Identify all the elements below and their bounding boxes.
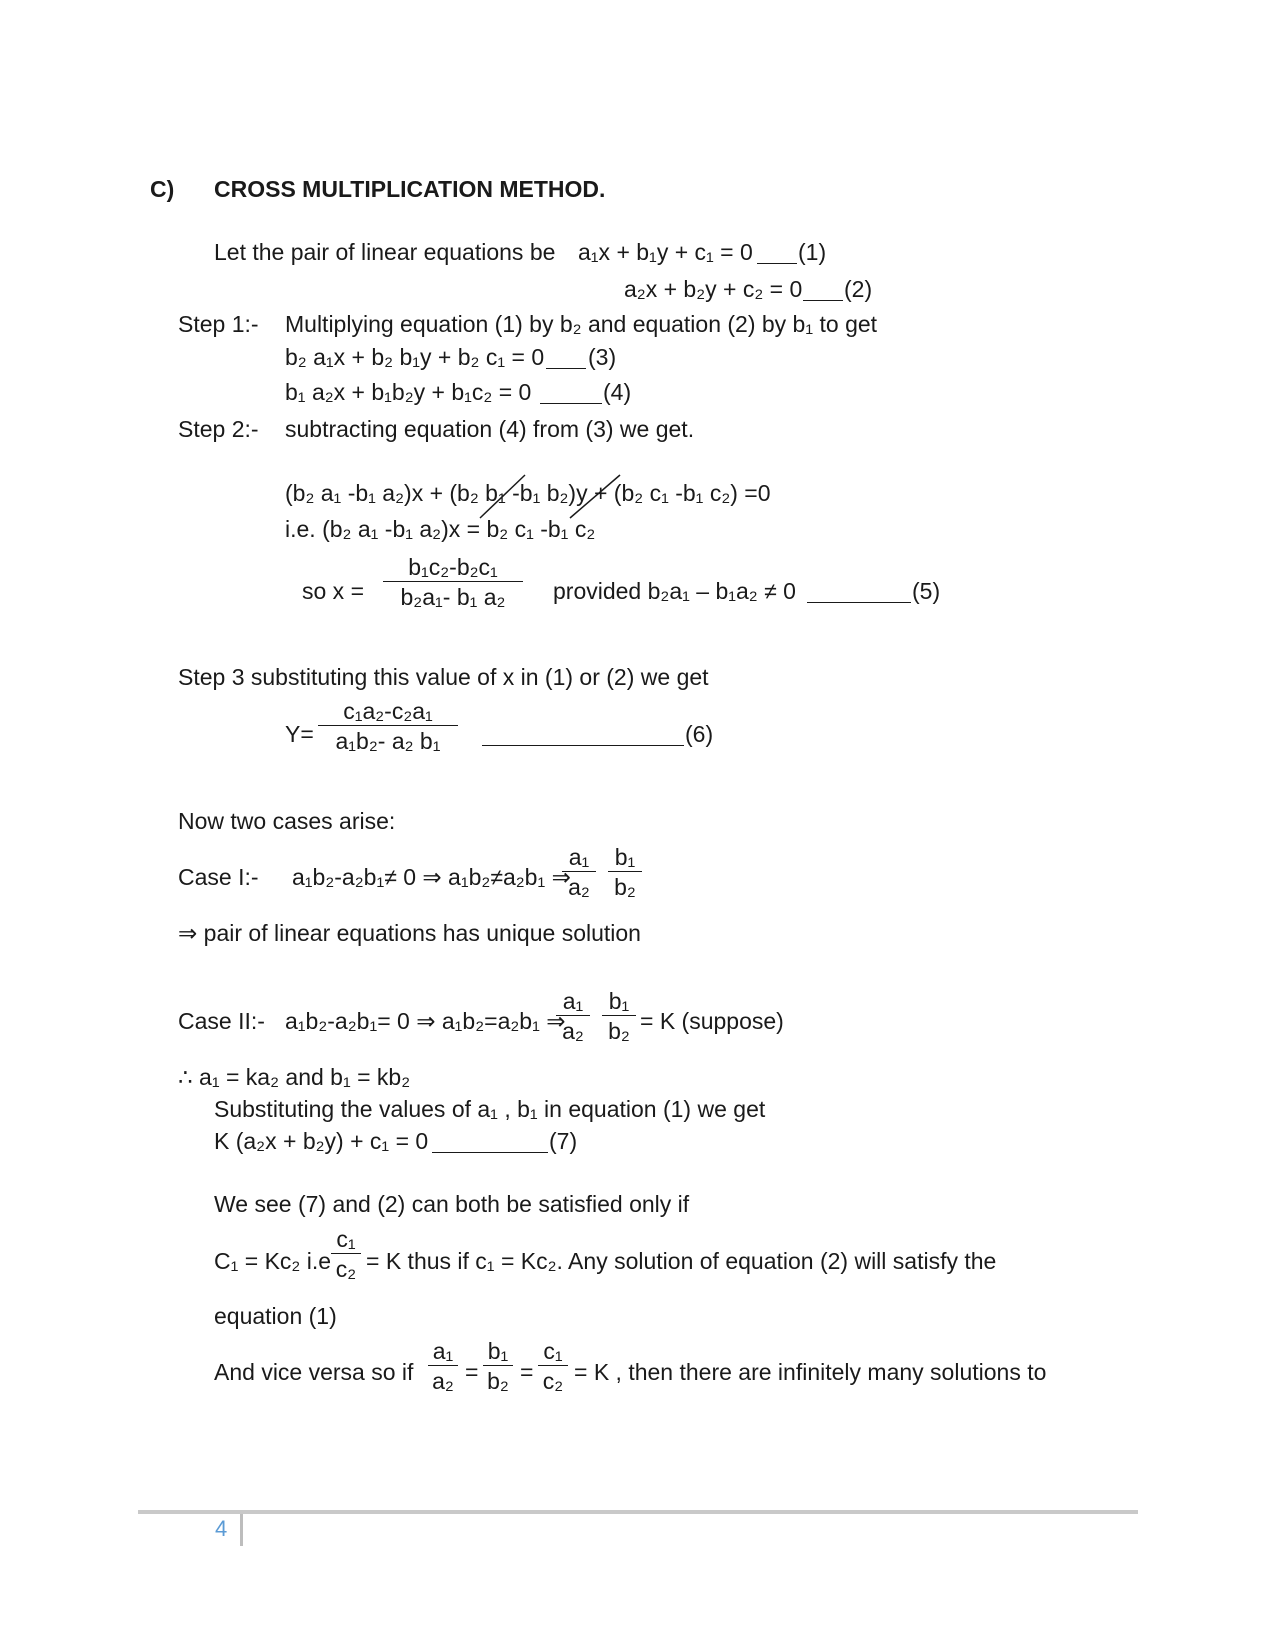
step1-label: Step 1:- xyxy=(178,311,259,337)
so-x-label: so x = xyxy=(302,578,365,604)
fraction-numerator: a₁ xyxy=(562,988,584,1014)
fraction-denominator: c₂ xyxy=(331,1253,361,1281)
case2-condition: a₁b₂-a₂b₁= 0 ⇒ a₁b₂=a₂b₁ ⇒ xyxy=(285,1008,566,1034)
x-denominator: b₂a₁- b₁ a₂ xyxy=(383,581,523,609)
blank-line xyxy=(803,278,843,301)
provided-condition: provided b₂a₁ – b₁a₂ ≠ 0 xyxy=(553,578,796,604)
vice-versa-prefix: And vice versa so if xyxy=(214,1359,414,1385)
equation-1-tag: (1) xyxy=(798,239,827,265)
y-fraction xyxy=(318,700,458,753)
case1-label: Case I:- xyxy=(178,864,259,890)
section-title: CROSS MULTIPLICATION METHOD. xyxy=(214,176,606,202)
vice-fraction-b xyxy=(483,1340,513,1393)
fraction-numerator: b₁ xyxy=(614,844,636,870)
x-numerator: b₁c₂-b₂c₁ xyxy=(408,554,498,580)
therefore-line: ∴ a₁ = ka₂ and b₁ = kb₂ xyxy=(178,1064,411,1090)
page-number-divider xyxy=(240,1514,243,1546)
page-number: 4 xyxy=(215,1516,228,1541)
blank-line xyxy=(546,346,586,369)
case1-fraction-a xyxy=(562,846,596,899)
fraction-numerator: b₁ xyxy=(608,988,630,1014)
substitution-text: Substituting the values of a₁ , b₁ in equation (1) we get xyxy=(214,1096,766,1122)
equation-3: b₂ a₁x + b₂ b₁y + b₂ c₁ = 0 xyxy=(285,344,545,370)
c-ratio-fraction xyxy=(331,1228,361,1281)
step3-text: Step 3 substituting this value of x in (1) or (2) we get xyxy=(178,664,709,690)
c1-condition-prefix: C₁ = Kc₂ i.e xyxy=(214,1248,332,1274)
equation-5-tag: (5) xyxy=(912,578,941,604)
step2-text: subtracting equation (4) from (3) we get. xyxy=(285,416,695,442)
y-denominator: a₁b₂- a₂ b₁ xyxy=(318,725,458,753)
equation-3-tag: (3) xyxy=(588,344,617,370)
subtraction-line: (b₂ a₁ -b₁ a₂)x + (b₂ b₁ -b₁ b₂)y + (b₂ c₁ -b₁ c₂) =0 xyxy=(285,480,771,506)
equation-1: a₁x + b₁y + c₁ = 0 xyxy=(578,239,753,265)
case1-fraction-b xyxy=(608,846,642,899)
equals-sign: = xyxy=(465,1359,479,1385)
y-label: Y= xyxy=(285,721,314,747)
case1-condition: a₁b₂-a₂b₁≠ 0 ⇒ a₁b₂≠a₂b₁ ⇒ xyxy=(292,864,571,890)
equation-7-tag: (7) xyxy=(549,1128,578,1154)
fraction-numerator: c₁ xyxy=(543,1338,563,1364)
fraction-denominator: b₂ xyxy=(602,1015,636,1043)
blank-line xyxy=(757,241,797,264)
vice-fraction-a xyxy=(428,1340,458,1393)
fraction-denominator: c₂ xyxy=(538,1365,568,1393)
blank-line xyxy=(807,580,911,603)
equation-4: b₁ a₂x + b₁b₂y + b₁c₂ = 0 xyxy=(285,379,532,405)
fraction-numerator: c₁ xyxy=(336,1226,356,1252)
section-label: C) xyxy=(150,176,175,202)
equation-6-tag: (6) xyxy=(685,721,714,747)
blank-line xyxy=(432,1130,548,1153)
y-numerator: c₁a₂-c₂a₁ xyxy=(343,698,433,724)
vice-fraction-c xyxy=(538,1340,568,1393)
case2-label: Case II:- xyxy=(178,1008,265,1034)
equals-sign: = xyxy=(520,1359,534,1385)
vice-versa-suffix: = K , then there are infinitely many solutions to xyxy=(574,1359,1047,1385)
fraction-denominator: a₂ xyxy=(562,871,596,899)
fraction-denominator: b₂ xyxy=(608,871,642,899)
x-fraction xyxy=(383,556,523,609)
case2-suffix: = K (suppose) xyxy=(640,1008,784,1034)
equation-1-reference: equation (1) xyxy=(214,1303,337,1329)
fraction-numerator: a₁ xyxy=(432,1338,454,1364)
footer-rule xyxy=(138,1510,1138,1514)
satisfy-text: We see (7) and (2) can both be satisfied only if xyxy=(214,1191,690,1217)
case1-result: ⇒ pair of linear equations has unique solution xyxy=(178,920,641,946)
equation-4-tag: (4) xyxy=(603,379,632,405)
equation-2-tag: (2) xyxy=(844,276,873,302)
fraction-denominator: a₂ xyxy=(428,1365,458,1393)
fraction-denominator: b₂ xyxy=(483,1365,513,1393)
equation-2: a₂x + b₂y + c₂ = 0 xyxy=(624,276,803,302)
step2-label: Step 2:- xyxy=(178,416,259,442)
fraction-denominator: a₂ xyxy=(556,1015,590,1043)
ie-line: i.e. (b₂ a₁ -b₁ a₂)x = b₂ c₁ -b₁ c₂ xyxy=(285,516,596,542)
cases-intro: Now two cases arise: xyxy=(178,808,396,834)
blank-line xyxy=(540,381,602,404)
fraction-numerator: b₁ xyxy=(487,1338,509,1364)
step1-text: Multiplying equation (1) by b₂ and equation (2) by b₁ to get xyxy=(285,311,878,337)
cancel-stroke xyxy=(570,475,620,518)
c1-condition-suffix: = K thus if c₁ = Kc₂. Any solution of equation (2) will satisfy the xyxy=(366,1248,997,1274)
case2-fraction-b xyxy=(602,990,636,1043)
blank-line xyxy=(482,723,684,746)
intro-text: Let the pair of linear equations be xyxy=(214,239,556,265)
cancel-stroke xyxy=(480,475,525,518)
fraction-numerator: a₁ xyxy=(568,844,590,870)
equation-7: K (a₂x + b₂y) + c₁ = 0 xyxy=(214,1128,429,1154)
case2-fraction-a xyxy=(556,990,590,1043)
